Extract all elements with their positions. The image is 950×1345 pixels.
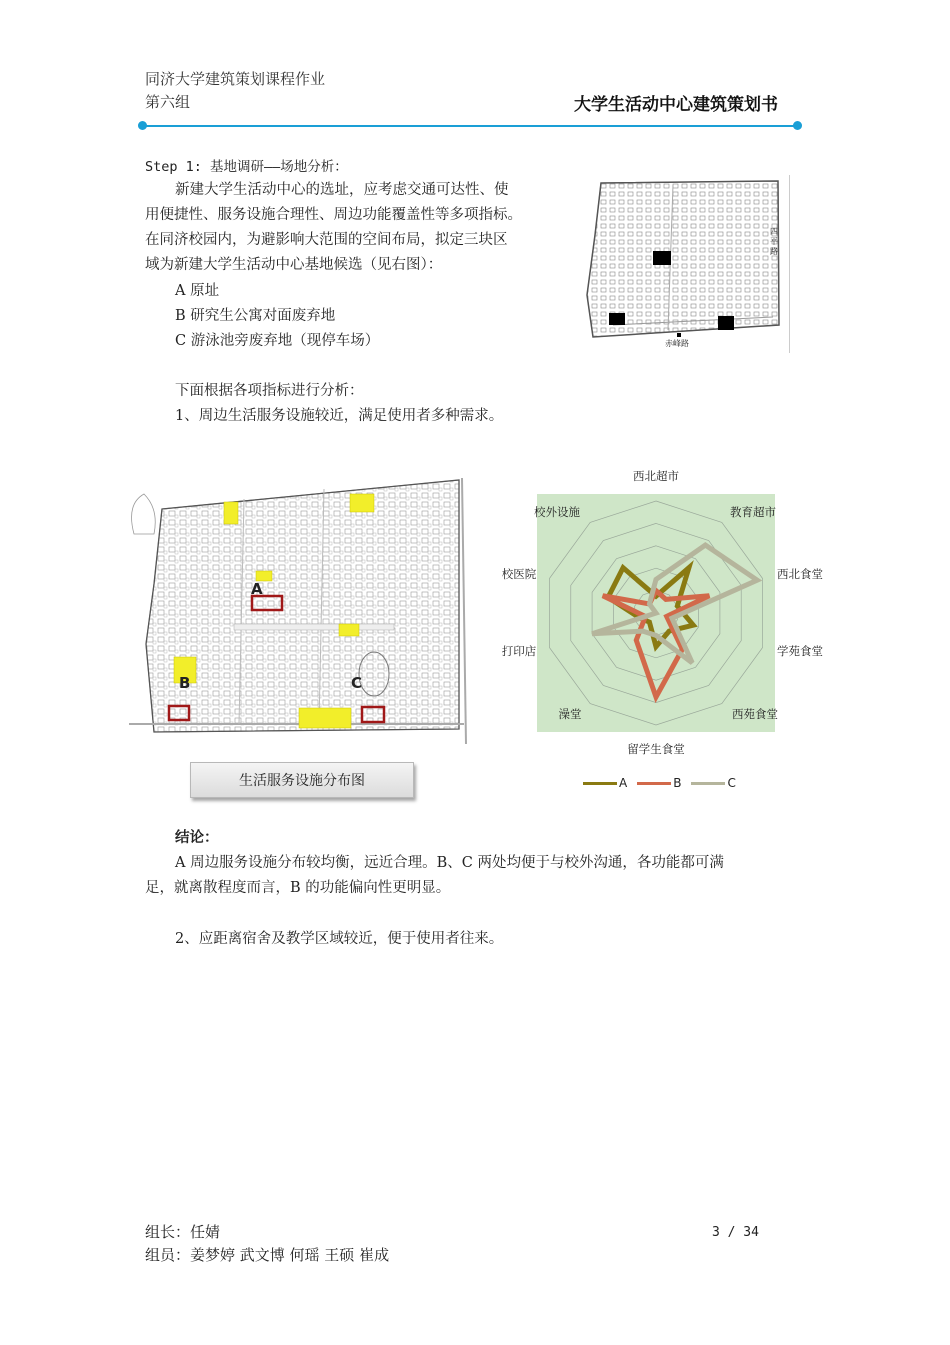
legend-swatch-c — [691, 782, 725, 785]
radar-axis-label: 留学生食堂 — [627, 742, 685, 756]
site-label-b: B — [179, 674, 191, 692]
radar-axis-label: 校医院 — [501, 567, 537, 581]
option-c: C 游泳池旁废弃地（现停车场） — [175, 333, 380, 349]
footer-leader: 组长：任婧 — [145, 1223, 221, 1241]
campus-site-map — [573, 175, 790, 353]
header-rule — [142, 125, 798, 127]
header-left — [145, 68, 325, 114]
para1-line1: 新建大学生活动中心的选址，应考虑交通可达性、使 — [175, 182, 509, 198]
radar-legend — [583, 776, 746, 790]
radar-axis-label: 西北超市 — [633, 469, 679, 483]
course-title: 同济大学建筑策划课程作业 — [145, 70, 326, 88]
footer-members: 组员：姜梦婷 武文博 何瑶 王硕 崔成 — [145, 1246, 390, 1264]
radar-axis-label: 西北食堂 — [777, 567, 823, 581]
facility-map-caption: 生活服务设施分布图 — [190, 762, 414, 798]
legend-item-b — [637, 776, 681, 790]
legend-swatch-a — [583, 782, 617, 785]
option-b: B 研究生公寓对面废弃地 — [175, 308, 336, 324]
group-name: 第六组 — [145, 93, 191, 111]
site-label-a: A — [251, 580, 263, 598]
point-2: 2、应距离宿舍及教学区域较近，便于使用者往来。 — [175, 931, 504, 947]
road-label-chifeng: 赤峰路 — [665, 339, 689, 348]
rule-dot-left — [138, 121, 147, 130]
para1-line2: 用便捷性、服务设施合理性、周边功能覆盖性等多项指标。 — [145, 207, 522, 223]
page-number: 3 / 34 — [712, 1225, 759, 1240]
facility-distribution-map — [124, 474, 470, 756]
legend-label-c: C — [727, 776, 736, 790]
legend-item-c — [691, 776, 735, 790]
point-1: 1、周边生活服务设施较近，满足使用者多种需求。 — [175, 408, 504, 424]
option-a: A 原址 — [175, 283, 220, 299]
conclusion-line2: 足，就离散程度而言，B 的功能偏向性更明显。 — [145, 880, 451, 896]
site-c-marker — [718, 316, 734, 330]
legend-label-b: B — [673, 776, 682, 790]
legend-item-a — [583, 776, 627, 790]
conclusion-line1: A 周边服务设施分布较均衡，远近合理。B、C 两处均便于与校外沟通，各功能都可满 — [175, 855, 724, 871]
radar-axis-label: 学苑食堂 — [777, 644, 823, 658]
radar-axis-label: 澡堂 — [558, 707, 582, 721]
step1-heading: Step 1: 基地调研——场地分析： — [145, 159, 348, 175]
radar-chart — [495, 462, 835, 797]
document-title: 大学生活动中心建筑策划书 — [574, 95, 778, 115]
rule-dot-right — [793, 121, 802, 130]
facility-map-drawing — [124, 474, 470, 756]
site-a-marker — [653, 251, 671, 265]
campus-site-map-drawing — [573, 175, 789, 353]
radar-axis-label: 教育超市 — [730, 505, 776, 519]
radar-axis-label: 校外设施 — [534, 505, 580, 519]
site-label-c: C — [351, 674, 363, 692]
legend-label-a: A — [619, 776, 628, 790]
site-b-marker — [609, 313, 625, 325]
radar-axis-label: 打印店 — [501, 644, 537, 658]
para1-line4: 域为新建大学生活动中心基地候选（见右图）： — [145, 257, 443, 273]
para1-line3: 在同济校园内，为避影响大范围的空间布局，拟定三块区 — [145, 232, 508, 248]
legend-swatch-b — [637, 782, 671, 785]
radar-axis-label: 西苑食堂 — [732, 707, 778, 721]
conclusion-heading: 结论： — [175, 830, 219, 846]
road-label-siping: 四平路 — [770, 227, 778, 256]
analysis-intro: 下面根据各项指标进行分析： — [175, 383, 364, 399]
